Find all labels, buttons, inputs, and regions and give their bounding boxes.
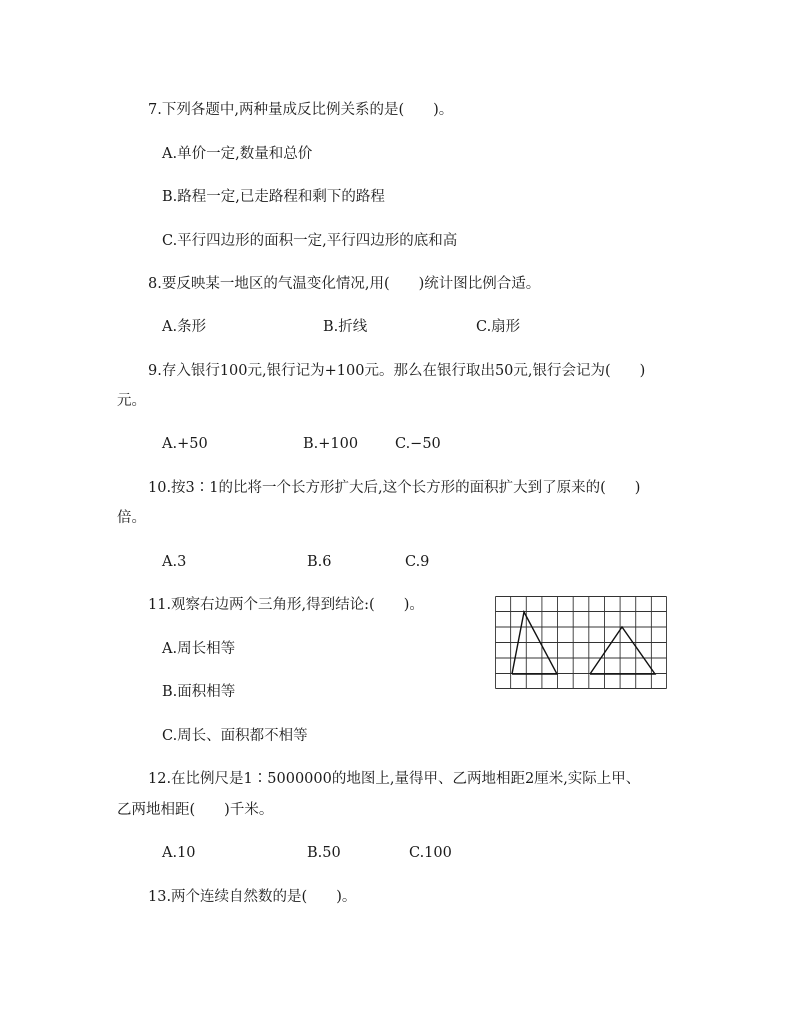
q9-option-a: A.+50 xyxy=(162,436,208,452)
triangle-left xyxy=(512,612,557,674)
q12-option-c: C.100 xyxy=(409,845,452,861)
q11-stem: 11.观察右边两个三角形,得到结论:( )。 xyxy=(148,597,424,613)
q10-stem-line1: 10.按3∶1的比将一个长方形扩大后,这个长方形的面积扩大到了原来的( ) xyxy=(148,480,641,496)
q13-stem: 13.两个连续自然数的是( )。 xyxy=(148,889,357,905)
q10-stem-line2: 倍。 xyxy=(117,510,146,526)
grid-lines xyxy=(496,597,667,689)
q12-option-a: A.10 xyxy=(162,845,196,861)
q8-stem: 8.要反映某一地区的气温变化情况,用( )统计图比例合适。 xyxy=(148,276,541,292)
triangle-grid-figure xyxy=(495,596,667,689)
q10-option-c: C.9 xyxy=(405,554,430,570)
q11-option-b: B.面积相等 xyxy=(162,684,236,700)
q9-option-c: C.−50 xyxy=(395,436,441,452)
q8-option-c: C.扇形 xyxy=(476,319,521,335)
q9-stem-line2: 元。 xyxy=(117,393,146,409)
q7-option-c: C.平行四边形的面积一定,平行四边形的底和高 xyxy=(162,233,458,249)
q10-option-a: A.3 xyxy=(162,554,187,570)
q10-option-b: B.6 xyxy=(307,554,332,570)
q9-stem-line1: 9.存入银行100元,银行记为+100元。那么在银行取出50元,银行会记为( ) xyxy=(148,363,646,379)
q12-stem-line1: 12.在比例尺是1∶5000000的地图上,量得甲、乙两地相距2厘米,实际上甲、 xyxy=(148,771,641,787)
q12-option-b: B.50 xyxy=(307,845,341,861)
q8-option-b: B.折线 xyxy=(323,319,368,335)
q7-stem: 7.下列各题中,两种量成反比例关系的是( )。 xyxy=(148,102,454,118)
q11-option-a: A.周长相等 xyxy=(162,641,236,657)
q12-stem-line2: 乙两地相距( )千米。 xyxy=(117,802,274,818)
q7-option-a: A.单价一定,数量和总价 xyxy=(162,146,313,162)
q7-option-b: B.路程一定,已走路程和剩下的路程 xyxy=(162,189,385,205)
q9-option-b: B.+100 xyxy=(303,436,359,452)
q11-option-c: C.周长、面积都不相等 xyxy=(162,728,308,744)
q8-option-a: A.条形 xyxy=(162,319,207,335)
triangle-right xyxy=(590,627,655,674)
